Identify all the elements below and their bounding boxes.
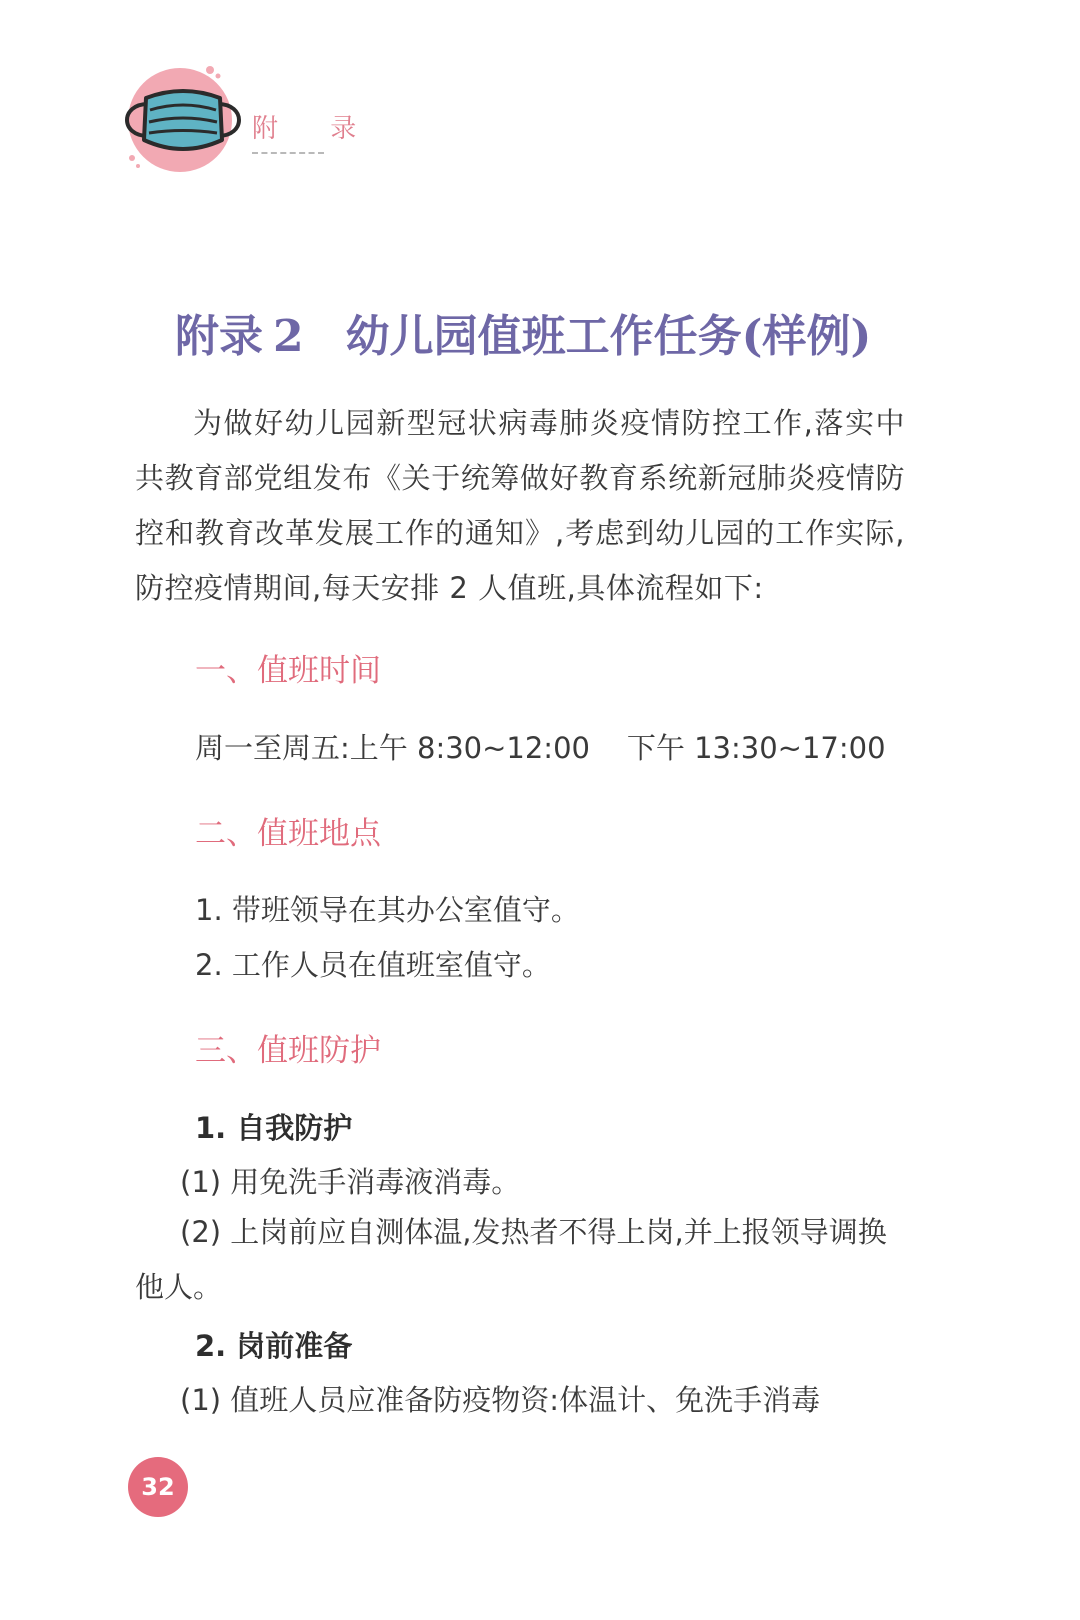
title-text: 幼儿园值班工作任务(样例) [345,311,872,362]
title-prefix: 附录 [175,311,263,362]
duty-location-item-2: 2. 工作人员在值班室值守。 [195,948,551,982]
duty-location-item-1: 1. 带班领导在其办公室值守。 [195,893,580,927]
page-title [175,300,871,364]
self-protection-item-2: (2) 上岗前应自测体温,发热者不得上岗,并上报领导调换他人。 [135,1215,887,1304]
pre-duty-prep-item-1: (1) 值班人员应准备防疫物资:体温计、免洗手消毒 [180,1383,821,1417]
section-heading-duty-time: 一、值班时间 [195,653,381,689]
face-mask-icon [118,62,248,182]
section-heading-duty-protection: 三、值班防护 [195,1033,381,1069]
self-protection-item-1: (1) 用免洗手消毒液消毒。 [180,1165,521,1199]
section-heading-duty-location: 二、值班地点 [195,816,381,852]
dashed-divider [252,152,324,154]
duty-time-line: 周一至周五:上午 8:30~12:00 下午 13:30~17:00 [195,731,886,765]
title-number: 2 [273,311,304,362]
subsection-heading-self-protection: 1. 自我防护 [195,1111,353,1145]
subsection-heading-pre-duty-prep: 2. 岗前准备 [195,1329,353,1363]
page-number-badge: 32 [128,1457,188,1517]
intro-paragraph: 为做好幼儿园新型冠状病毒肺炎疫情防控工作,落实中共教育部党组发布《关于统筹做好教育系统新冠肺炎疫情防控和教育改革发展工作的通知》,考虑到幼儿园的工作实际,防控疫情期间,每天安排 2 人值班,具体流程如下: [135,406,905,605]
appendix-label: 附 录 [252,114,379,144]
